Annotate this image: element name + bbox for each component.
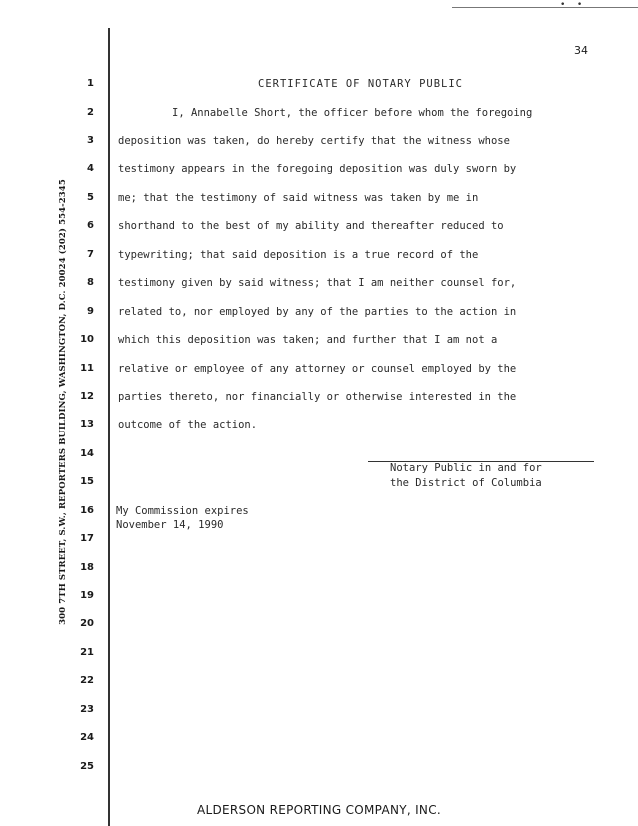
- page-number: 34: [574, 44, 588, 57]
- commission-date: November 14, 1990: [116, 519, 224, 531]
- line-number: 3: [87, 135, 94, 146]
- reporter-address: 300 7TH STREET, S.W., REPORTERS BUILDING, WASHINGTON, D.C. 20024 (202) 554-2345: [58, 179, 68, 625]
- line-number: 4: [87, 163, 94, 174]
- line-number: 1: [87, 78, 94, 89]
- line-number: 8: [87, 277, 94, 288]
- line-number: 13: [80, 419, 94, 430]
- certificate-text-line: outcome of the action.: [118, 419, 258, 431]
- line-number: 12: [80, 391, 94, 402]
- line-number: 19: [80, 590, 94, 601]
- line-number: 23: [80, 704, 94, 715]
- line-number: 16: [80, 505, 94, 516]
- certificate-text-line: me; that the testimony of said witness was taken by me in: [118, 192, 479, 204]
- margin-line: [108, 28, 110, 826]
- line-number: 11: [80, 363, 94, 374]
- certificate-text-line: parties thereto, nor financially or otherwise interested in the: [118, 391, 517, 403]
- certificate-text-line: related to, nor employed by any of the parties to the action in: [118, 306, 517, 318]
- footer-company: ALDERSON REPORTING COMPANY, INC.: [196, 803, 442, 817]
- commission-label: My Commission expires: [116, 505, 249, 517]
- line-number: 18: [80, 562, 94, 573]
- line-number: 2: [87, 107, 94, 118]
- line-number: 20: [80, 618, 94, 629]
- certificate-text-line: shorthand to the best of my ability and thereafter reduced to: [118, 220, 504, 232]
- line-number: 22: [80, 675, 94, 686]
- line-number: 17: [80, 533, 94, 544]
- line-number: 24: [80, 732, 94, 743]
- certificate-text-line: deposition was taken, do hereby certify that the witness whose: [118, 135, 510, 147]
- line-number: 10: [80, 334, 94, 345]
- certificate-heading: CERTIFICATE OF NOTARY PUBLIC: [258, 78, 464, 90]
- certificate-text-line: testimony given by said witness; that I am neither counsel for,: [118, 277, 517, 289]
- signature-title: Notary Public in and for: [390, 462, 542, 474]
- line-number: 5: [87, 192, 94, 203]
- line-number: 7: [87, 249, 94, 260]
- line-number: 14: [80, 448, 94, 459]
- certificate-text-line: relative or employee of any attorney or counsel employed by the: [118, 363, 517, 375]
- line-number: 21: [80, 647, 94, 658]
- top-edge-rule: [452, 7, 638, 8]
- line-number: 15: [80, 476, 94, 487]
- certificate-text-line: typewriting; that said deposition is a true record of the: [118, 249, 479, 261]
- signature-jurisdiction: the District of Columbia: [390, 477, 542, 489]
- line-number: 9: [87, 306, 94, 317]
- certificate-text-line: I, Annabelle Short, the officer before whom the foregoing: [172, 107, 533, 119]
- certificate-text-line: testimony appears in the foregoing deposition was duly sworn by: [118, 163, 517, 175]
- scan-marks: • •: [560, 0, 586, 10]
- line-number: 6: [87, 220, 94, 231]
- line-number: 25: [80, 761, 94, 772]
- certificate-text-line: which this deposition was taken; and further that I am not a: [118, 334, 498, 346]
- line-numbers: [60, 0, 100, 826]
